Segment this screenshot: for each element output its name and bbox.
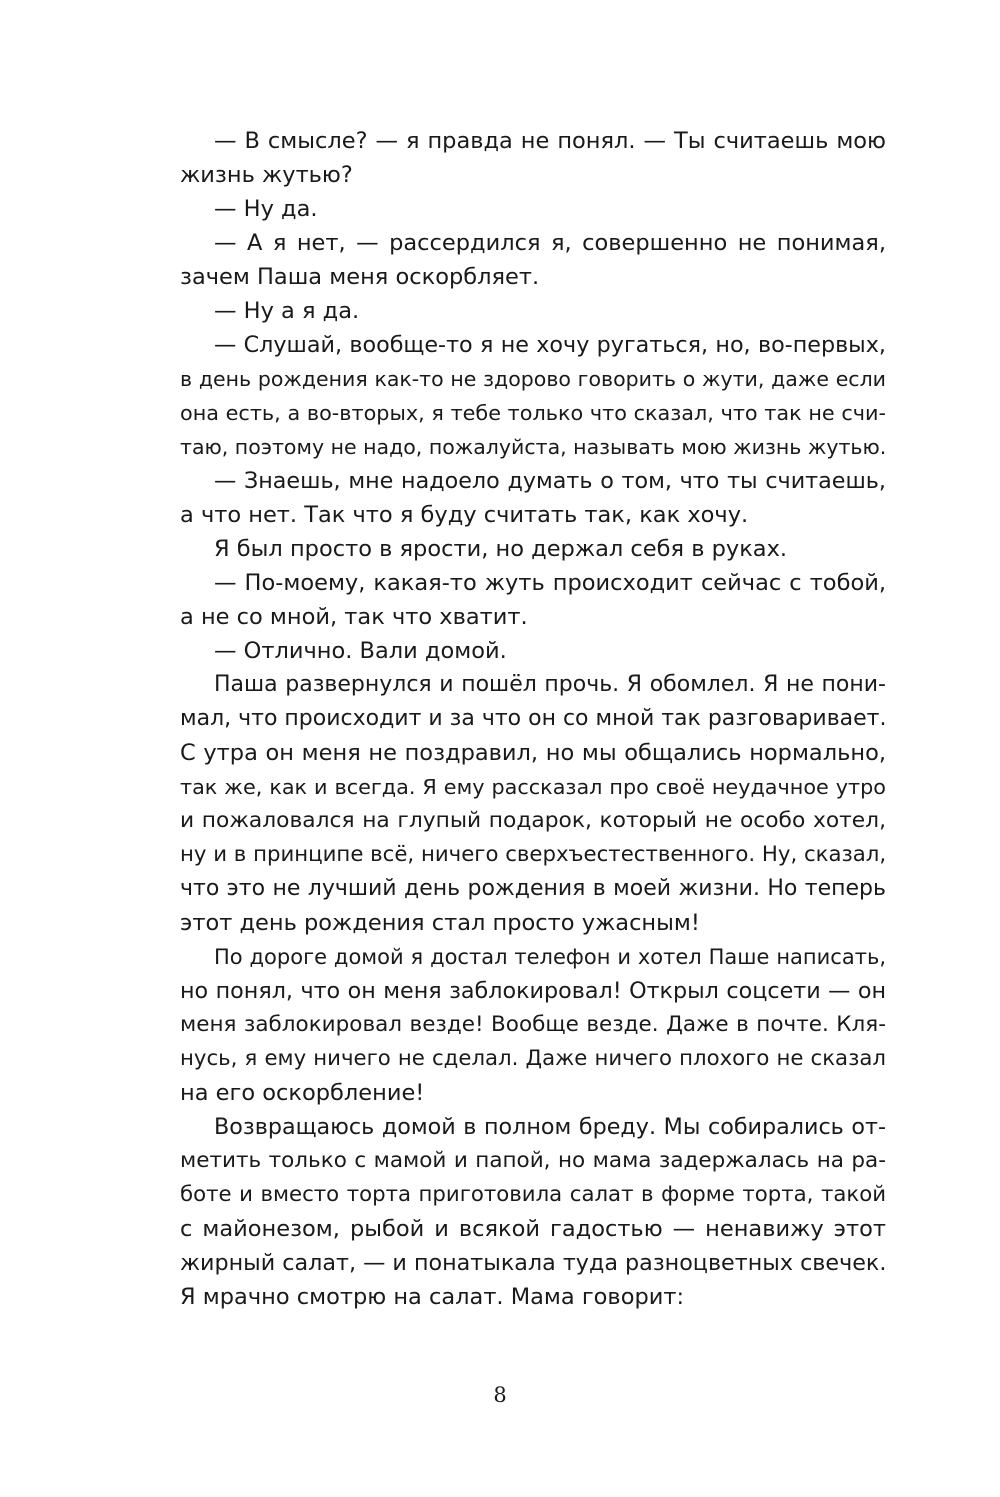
text-line: таю, поэтому не надо, пожалуйста, называть мою жизнь жутью. xyxy=(180,435,887,459)
text-line: так же, как и всегда. Я ему рассказал про своё неудачное утро xyxy=(180,775,886,799)
text-line: С утра он меня не поздравил, но мы общались нормально, xyxy=(180,740,886,766)
text-line: Возвращаюсь домой в полном бреду. Мы собирались от- xyxy=(214,1114,886,1140)
page-number: 8 xyxy=(493,1383,507,1407)
text-line: жизнь жутью? xyxy=(180,162,353,188)
text-line: с майонезом, рыбой и всякой гадостью — ненавижу этот xyxy=(180,1216,886,1242)
text-line: этот день рождения стал просто ужасным! xyxy=(180,910,700,936)
text-line: а что нет. Так что я буду считать так, как хочу. xyxy=(180,502,749,528)
text-line: меня заблокировал везде! Вообще везде. Даже в почте. Кля- xyxy=(180,1012,886,1037)
text-line: ну и в принципе всё, ничего сверхъестественного. Ну, сказал, xyxy=(180,842,887,867)
text-line: — Ну да. xyxy=(214,196,318,222)
page-text xyxy=(180,124,886,1314)
text-line: но понял, что он меня заблокировал! Открыл соцсети — он xyxy=(180,978,886,1004)
text-line: Я был просто в ярости, но держал себя в руках. xyxy=(214,536,788,562)
text-line: Я мрачно смотрю на салат. Мама говорит: xyxy=(180,1284,685,1310)
text-line: Паша развернулся и пошёл прочь. Я обомлел. Я не пони- xyxy=(214,672,886,697)
text-line: зачем Паша меня оскорбляет. xyxy=(180,264,540,290)
text-line: боте и вместо торта приготовила салат в форме торта, такой xyxy=(180,1182,886,1207)
text-line: метить только с мамой и папой, но мама задержалась на ра- xyxy=(180,1148,886,1173)
text-line: в день рождения как-то не здорово говорить о жути, даже если xyxy=(180,367,886,391)
text-line: нусь, я ему ничего не сделал. Даже ничего плохого не сказал xyxy=(180,1046,886,1071)
text-line: что это не лучший день рождения в моей жизни. Но теперь xyxy=(180,876,886,901)
text-line: жирный салат, — и понатыкала туда разноцветных свечек. xyxy=(180,1250,887,1276)
text-line: и пожаловался на глупый подарок, который не особо хотел, xyxy=(180,808,886,833)
text-line: — Слушай, вообще-то я не хочу ругаться, но, во-первых, xyxy=(214,332,886,358)
text-line: — Знаешь, мне надоело думать о том, что ты считаешь, xyxy=(214,468,886,494)
text-line: — Ну а я да. xyxy=(214,298,360,324)
text-line: — В смысле? — я правда не понял. — Ты считаешь мою xyxy=(214,128,886,154)
text-line: на его оскорбление! xyxy=(180,1080,425,1106)
text-line: По дороге домой я достал телефон и хотел Паше написать, xyxy=(214,945,886,969)
text-line: — По-моему, какая-то жуть происходит сейчас с тобой, xyxy=(214,570,886,596)
text-line: а не со мной, так что хватит. xyxy=(180,604,528,630)
text-line: мал, что происходит и за что он со мной так разговаривает. xyxy=(180,706,887,731)
text-line: она есть, а во-вторых, я тебе только что сказал, что так не счи- xyxy=(180,401,886,425)
text-line: — Отлично. Вали домой. xyxy=(214,638,507,664)
text-line: — А я нет, — рассердился я, совершенно не понимая, xyxy=(214,230,886,256)
